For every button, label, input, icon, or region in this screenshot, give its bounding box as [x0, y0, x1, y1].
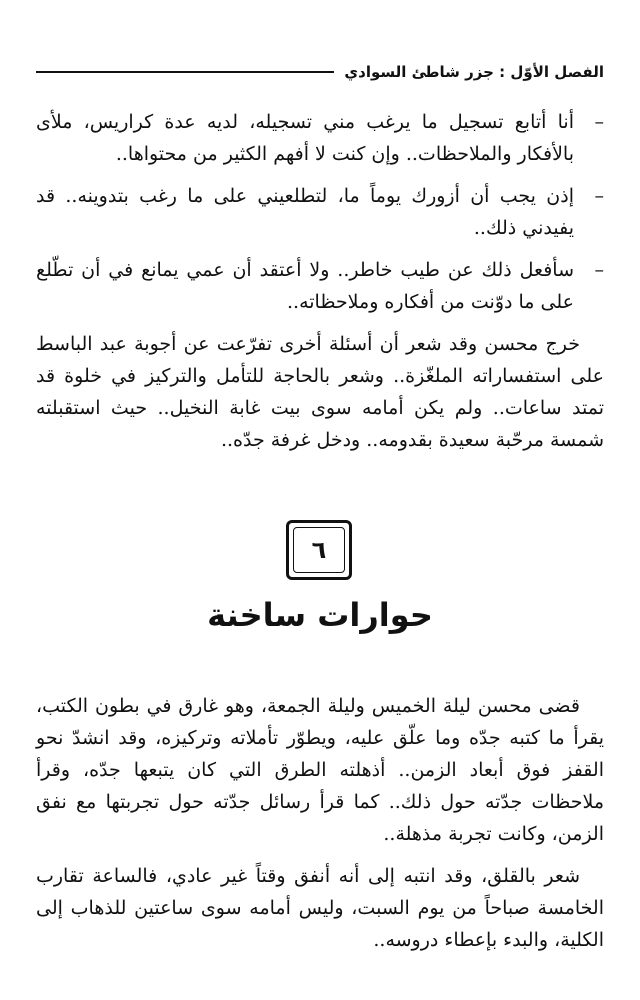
chapter-number: ٦ [293, 527, 345, 573]
dialogue-line [36, 106, 604, 170]
paragraph: قضى محسن ليلة الخميس وليلة الجمعة، وهو غارق في بطون الكتب، يقرأ ما كتبه جدّه وما علّق عليه، ويطوّر تأملاته وتركيزه، وقد انشدّ نحو القفز فوق أبعاد الزمن.. أذهلته الطرق التي كان يتبعها جدّه، وقرأ ملاحظات جدّته حول ذلك.. كما قرأ رسائل جدّته حول تجربتها مع نفق الزمن، وكانت تجربة مذهلة.. [36, 695, 604, 845]
dialogue-line [36, 254, 604, 318]
dialogue-dash: – [594, 185, 604, 207]
text-block-2 [36, 690, 604, 966]
header-rule [36, 71, 334, 73]
dialogue-dash: – [594, 111, 604, 133]
running-header [36, 60, 604, 84]
dialogue-text: إذن يجب أن أزورك يوماً ما، لتطلعيني على ما رغب بتدوينه.. قد يفيدني ذلك.. [36, 185, 574, 239]
text-block-1 [36, 106, 604, 466]
dialogue-text: سأفعل ذلك عن طيب خاطر.. ولا أعتقد أن عمي يمانع في أن تطّلع على ما دوّنت من أفكاره وملاحظاته.. [36, 259, 574, 313]
dialogue-text: أنا أتابع تسجيل ما يرغب مني تسجيله، لديه عدة كراريس، ملأى بالأفكار والملاحظات.. وإن كنت لا أفهم الكثير من محتواها.. [36, 111, 574, 165]
paragraph: خرج محسن وقد شعر أن أسئلة أخرى تفرّعت عن أجوبة عبد الباسط على استفساراته الملغّزة.. وشعر بالحاجة للتأمل والتركيز في خلوة قد تمتد ساعات.. ولم يكن أمامه سوى بيت غابة النخيل.. حيث استقبلته شمسة مرحّبة سعيدة بقدومه.. ودخل غرفة جدّه.. [36, 333, 604, 451]
chapter-number-frame [286, 520, 352, 580]
dialogue-line [36, 180, 604, 244]
running-header-title: الفصل الأوّل : جزر شاطئ السوادي [344, 63, 604, 81]
paragraph: شعر بالقلق، وقد انتبه إلى أنه أنفق وقتاً غير عادي، فالساعة تقارب الخامسة صباحاً من يوم السبت، وليس أمامه سوى ساعتين للذهاب إلى الكلية، والبدء بإعطاء دروسه.. [36, 865, 604, 951]
chapter-title: حوارات ساخنة [207, 596, 433, 634]
dialogue-dash: – [594, 259, 604, 281]
